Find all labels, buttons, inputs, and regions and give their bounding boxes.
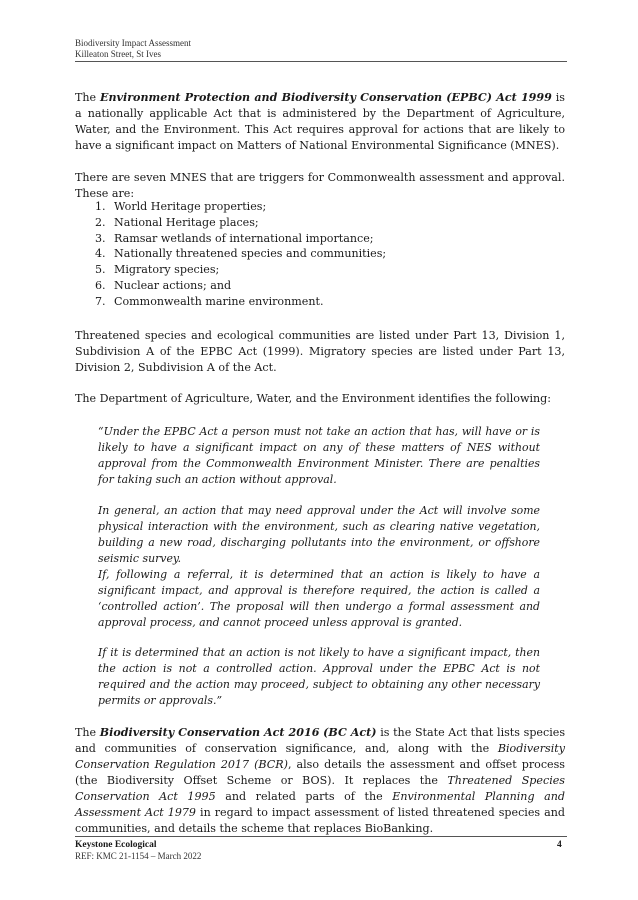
list-text: Nuclear actions; and (114, 278, 232, 292)
text-run: is a nationally applicable Act that is administered by the Department of Agriculture, Water, and the Environment. This Act requires approval for actions that are likely to have a significant impact on Matters of National Environmental Significance (MNES). (75, 91, 565, 152)
list-text: Ramsar wetlands of international importance; (114, 231, 374, 245)
quote-paragraph-2: In general, an action that may need approval under the Act will involve some physical interaction with the environment, such as clearing native vegetation, building a new road, discharging pollutants into the environment, or offshore seismic survey. (98, 504, 540, 565)
footer-divider (75, 836, 567, 837)
list-item (95, 231, 386, 247)
text-run: in regard to impact assessment of listed threatened species and communities, and details the scheme that replaces BioBanking. (75, 806, 565, 835)
list-item (95, 199, 386, 215)
text-run: The (75, 91, 101, 104)
epbc-act-name: Environment Protection and Biodiversity Conservation (EPBC) Act 1999 (100, 91, 552, 104)
list-text: Nationally threatened species and communities; (114, 247, 387, 261)
list-item (95, 215, 386, 231)
tsc-act-name: Threatened Species Conservation Act 1995 (75, 774, 565, 803)
department-intro-paragraph: The Department of Agriculture, Water, and the Environment identifies the following: (75, 392, 552, 405)
list-number: 6. (95, 278, 106, 292)
epbc-act-paragraph (75, 90, 565, 154)
quote-paragraph-3: If, following a referral, it is determined that an action is likely to have a significant impact, and approval is therefore required, the action is called a ‘controlled action’. The proposal will then undergo a formal assessment and approval process, and cannot proceed unless approval is granted. (98, 568, 540, 629)
page-number: 4 (557, 840, 562, 850)
page-header (75, 38, 191, 60)
text-run: is the State Act that lists species and communities of conservation significance, and, along with the (75, 726, 566, 755)
list-number: 5. (95, 263, 106, 277)
list-number: 1. (95, 200, 106, 213)
header-document-title: Biodiversity Impact Assessment (75, 38, 191, 48)
list-item (95, 246, 386, 262)
list-item (95, 262, 386, 278)
list-number: 2. (95, 215, 106, 229)
text-run: The (75, 726, 100, 739)
list-text: Commonwealth marine environment. (114, 294, 324, 308)
list-number: 7. (95, 294, 106, 308)
list-number: 4. (95, 247, 106, 261)
bc-act-abbrev: (BC Act) (323, 726, 377, 739)
list-text: National Heritage places; (114, 215, 259, 229)
list-number: 3. (95, 231, 106, 245)
mnes-list (95, 199, 386, 310)
list-text: Migratory species; (114, 263, 220, 277)
bc-regulation-name: Biodiversity Conservation Regulation 2017 (BCR) (75, 742, 565, 771)
quote-paragraph-1: “Under the EPBC Act a person must not take an action that has, will have or is likely to have a significant impact on any of these matters of NES without approval from the Commonwealth Environment Minister. There are penalties for taking such an action without approval. (98, 425, 540, 486)
threatened-species-paragraph: Threatened species and ecological communities are listed under Part 13, Division 1, Subdivision A of the EPBC Act (1999). Migratory species are listed under Part 13, Division 2, Subdivision A of the Act. (75, 329, 565, 374)
bc-act-name: Biodiversity Conservation Act 2016 (99, 726, 320, 739)
epa-act-name: Environmental Planning and Assessment Act 1979 (75, 790, 565, 819)
header-site-address: Killeaton Street, St Ives (75, 49, 161, 59)
header-divider (75, 61, 567, 62)
footer-reference: REF: KMC 21-1154 – March 2022 (75, 851, 202, 861)
text-run: and related parts of the (215, 790, 393, 803)
quote-paragraph-4: If it is determined that an action is not likely to have a significant impact, then the action is not a controlled action. Approval under the EPBC Act is not required and the action may proceed, subject to obtaining any other necessary permits or approvals.” (98, 646, 540, 707)
footer-company: Keystone Ecological (75, 840, 157, 850)
list-text: World Heritage properties; (114, 200, 267, 213)
text-run: , also details the assessment and offset process (the Biodiversity Offset Scheme or BOS). It replaces the (75, 758, 565, 787)
list-item (95, 294, 386, 310)
bc-act-paragraph (75, 725, 565, 837)
mnes-intro-paragraph: There are seven MNES that are triggers for Commonwealth assessment and approval. These are: (75, 171, 565, 200)
list-item (95, 278, 386, 294)
